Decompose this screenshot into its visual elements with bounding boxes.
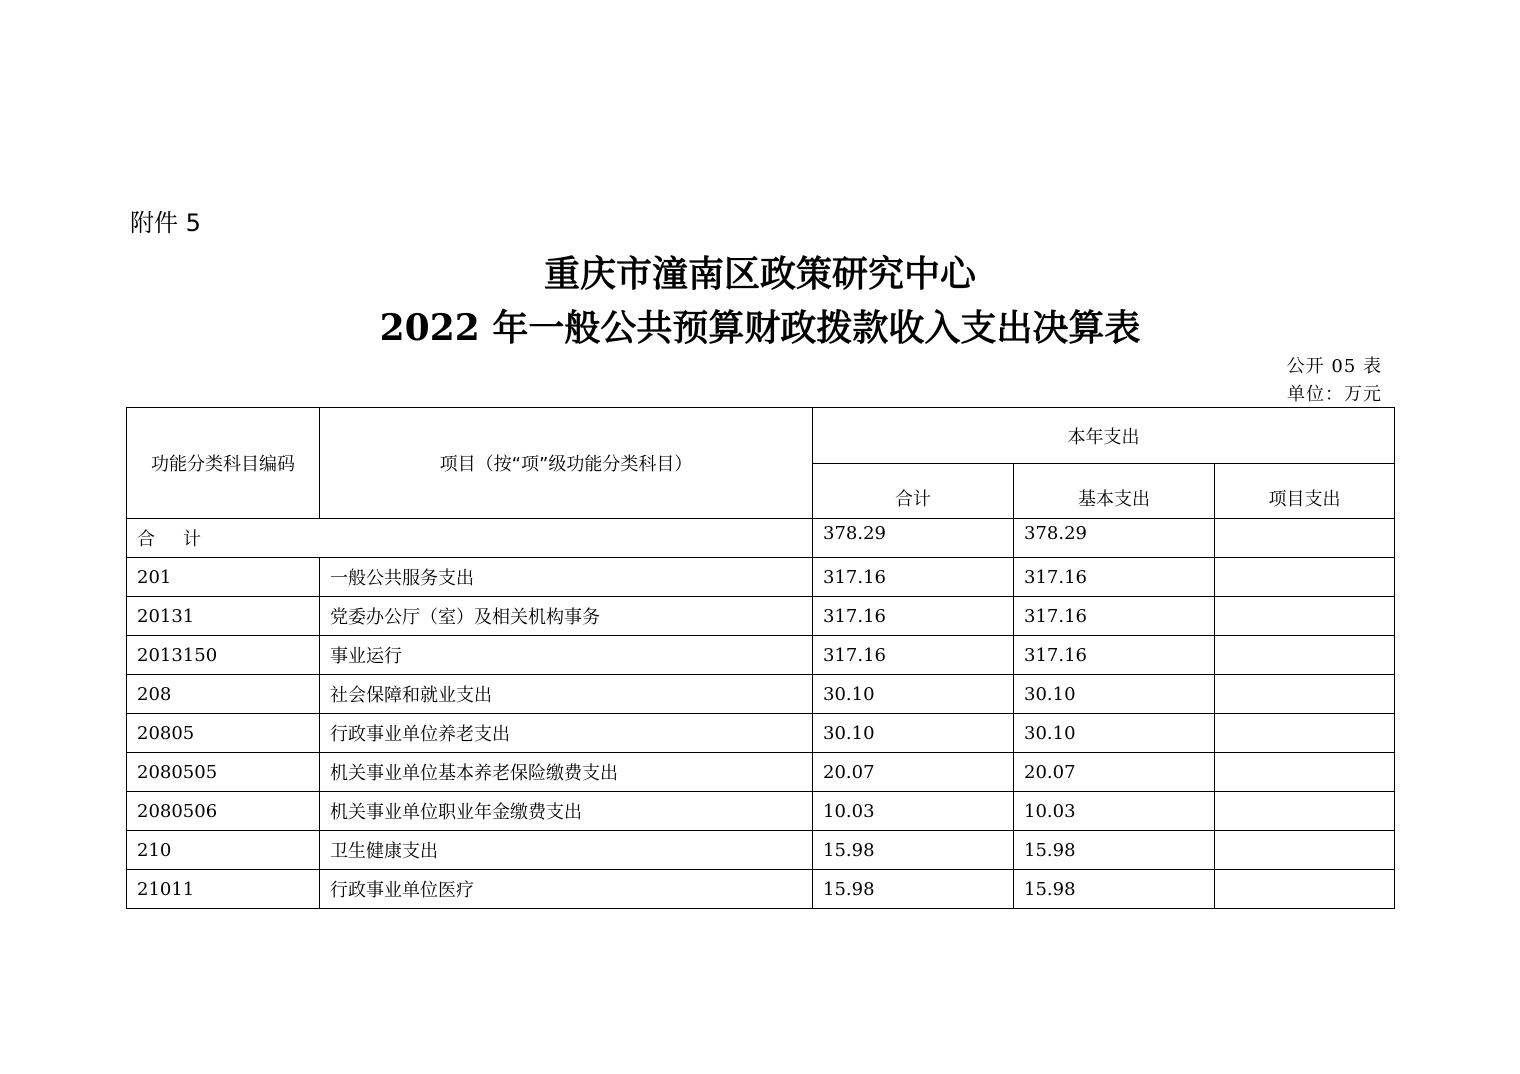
row-total: 15.98 xyxy=(813,831,1014,870)
header-basic: 基本支出 xyxy=(1014,464,1215,519)
row-code: 20131 xyxy=(127,597,320,636)
row-basic: 15.98 xyxy=(1014,831,1215,870)
table-row xyxy=(127,675,1395,714)
row-item-name: 一般公共服务支出 xyxy=(320,558,813,597)
total-basic: 378.29 xyxy=(1014,519,1215,558)
row-basic: 317.16 xyxy=(1014,636,1215,675)
row-project xyxy=(1215,753,1395,792)
total-row xyxy=(127,519,1395,558)
header-total: 合计 xyxy=(813,464,1014,519)
row-project xyxy=(1215,714,1395,753)
row-basic: 15.98 xyxy=(1014,870,1215,909)
unit-label: 单位：万元 xyxy=(1287,384,1382,405)
row-total: 30.10 xyxy=(813,714,1014,753)
row-basic: 10.03 xyxy=(1014,792,1215,831)
row-basic: 317.16 xyxy=(1014,597,1215,636)
row-code: 210 xyxy=(127,831,320,870)
row-basic: 30.10 xyxy=(1014,714,1215,753)
row-project xyxy=(1215,675,1395,714)
row-total: 317.16 xyxy=(813,636,1014,675)
row-project xyxy=(1215,870,1395,909)
header-item: 项目（按“项”级功能分类科目） xyxy=(320,408,813,519)
row-item-name: 事业运行 xyxy=(320,636,813,675)
row-basic: 20.07 xyxy=(1014,753,1215,792)
row-code: 2080505 xyxy=(127,753,320,792)
row-basic: 30.10 xyxy=(1014,675,1215,714)
row-code: 2080506 xyxy=(127,792,320,831)
document-title-line2: 2022 年一般公共预算财政拨款收入支出决算表 xyxy=(379,307,1141,349)
table-row xyxy=(127,792,1395,831)
header-current-year: 本年支出 xyxy=(813,408,1395,464)
row-code: 21011 xyxy=(127,870,320,909)
table-row xyxy=(127,870,1395,909)
table-row xyxy=(127,636,1395,675)
row-total: 317.16 xyxy=(813,558,1014,597)
row-total: 20.07 xyxy=(813,753,1014,792)
row-project xyxy=(1215,792,1395,831)
table-row xyxy=(127,753,1395,792)
table-body xyxy=(127,519,1395,909)
table-code: 公开 05 表 xyxy=(1286,356,1382,377)
table-row xyxy=(127,597,1395,636)
row-project xyxy=(1215,636,1395,675)
total-label xyxy=(127,519,813,558)
total-project xyxy=(1215,519,1395,558)
row-item-name: 党委办公厅（室）及相关机构事务 xyxy=(320,597,813,636)
row-total: 317.16 xyxy=(813,597,1014,636)
document-title-line1: 重庆市潼南区政策研究中心 xyxy=(543,253,976,295)
table-row xyxy=(127,558,1395,597)
header-project: 项目支出 xyxy=(1215,464,1395,519)
header-code: 功能分类科目编码 xyxy=(127,408,320,519)
row-item-name: 社会保障和就业支出 xyxy=(320,675,813,714)
row-item-name: 机关事业单位职业年金缴费支出 xyxy=(320,792,813,831)
row-code: 208 xyxy=(127,675,320,714)
row-item-name: 行政事业单位医疗 xyxy=(320,870,813,909)
row-project xyxy=(1215,831,1395,870)
row-project xyxy=(1215,558,1395,597)
table-row xyxy=(127,831,1395,870)
row-total: 15.98 xyxy=(813,870,1014,909)
row-code: 20805 xyxy=(127,714,320,753)
attachment-label: 附件 5 xyxy=(130,209,201,237)
row-item-name: 卫生健康支出 xyxy=(320,831,813,870)
row-basic: 317.16 xyxy=(1014,558,1215,597)
row-item-name: 机关事业单位基本养老保险缴费支出 xyxy=(320,753,813,792)
row-item-name: 行政事业单位养老支出 xyxy=(320,714,813,753)
total-label-b: 计 xyxy=(183,529,201,550)
row-code: 201 xyxy=(127,558,320,597)
table-row xyxy=(127,714,1395,753)
budget-table xyxy=(126,407,1395,909)
row-total: 10.03 xyxy=(813,792,1014,831)
row-code: 2013150 xyxy=(127,636,320,675)
total-sum: 378.29 xyxy=(813,519,1014,558)
row-project xyxy=(1215,597,1395,636)
total-label-a: 合 xyxy=(137,529,155,550)
row-total: 30.10 xyxy=(813,675,1014,714)
